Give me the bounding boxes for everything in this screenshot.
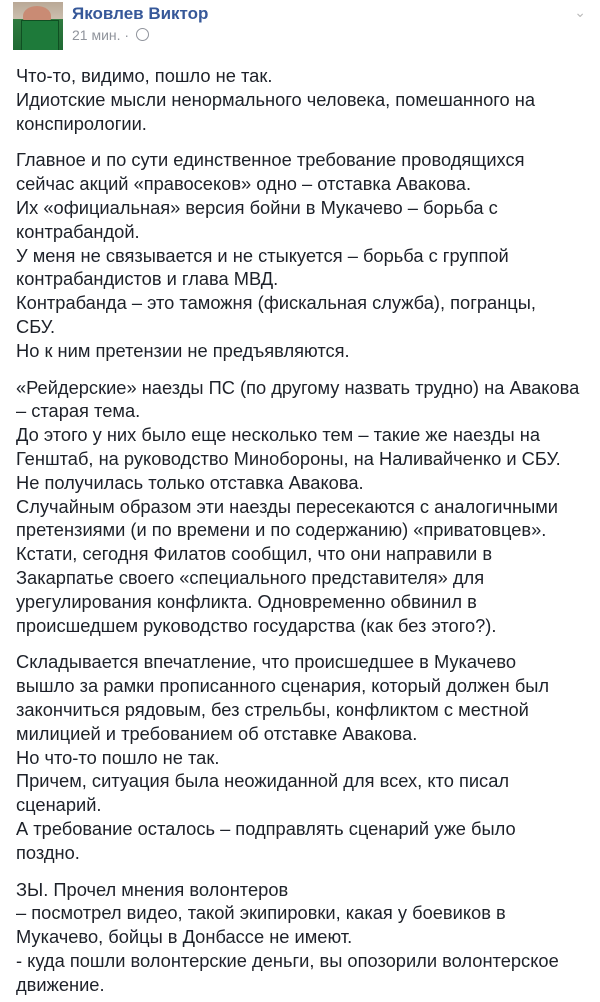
text-line: Случайным образом эти наезды пересекаются с аналогичными: [16, 495, 559, 517]
text-line: СБУ.: [16, 315, 56, 337]
text-line: Но к ним претензии не предъявляются.: [16, 339, 350, 361]
text-line: Генштаб, на руководство Минобороны, на Наливайченко и СБУ.: [16, 447, 561, 469]
text-line: контрабандистов и глава МВД.: [16, 268, 279, 290]
paragraph: [16, 64, 584, 135]
text-line: Что-то, видимо, пошло не так.: [16, 65, 273, 86]
text-line: «Рейдерские» наезды ПС (по другому назвать трудно) на Авакова: [16, 376, 580, 398]
text-line: – старая тема.: [16, 400, 141, 422]
text-line: милицией и требованием об отставке Авакова.: [16, 722, 418, 744]
text-line: Причем, ситуация была неожиданной для всех, кто писал: [16, 770, 510, 792]
text-line: сейчас акций «правосеков» одно – отставка Авакова.: [16, 173, 472, 195]
author-name[interactable]: Яковлев Виктор: [72, 4, 209, 23]
text-line: Закарпатье своего «специального представителя» для: [16, 566, 485, 588]
text-line: Но что-то пошло не так.: [16, 746, 220, 768]
text-line: А требование осталось – подправлять сценарий уже было: [16, 817, 516, 839]
text-line: До этого у них было еще несколько тем – такие же наезды на: [16, 424, 540, 446]
text-line: закончиться рядовым, без стрельбы, конфликтом с местной: [16, 698, 529, 720]
text-line: конспирологии.: [16, 112, 147, 134]
post-header: [0, 0, 600, 64]
paragraph: [16, 650, 584, 864]
text-line: претензиями (и по времени и по содержанию) «приватовцев».: [16, 519, 547, 541]
separator: ·: [124, 27, 130, 43]
paragraph: [16, 148, 584, 362]
post-body: [0, 64, 600, 996]
text-line: ЗЫ. Прочел мнения волонтеров: [16, 878, 289, 900]
text-line: урегулирования конфликта. Одновременно обвинил в: [16, 590, 477, 612]
paragraph: [16, 376, 584, 638]
text-line: Кстати, сегодня Филатов сообщил, что они направили в: [16, 543, 493, 565]
text-line: происшедшем руководство государства (как без этого?).: [16, 614, 497, 636]
text-line: Главное и по сути единственное требование проводящихся: [16, 149, 525, 171]
globe-icon: [136, 28, 149, 41]
text-line: – посмотрел видео, такой экипировки, какая у боевиков в: [16, 902, 506, 924]
text-line: Складывается впечатление, что происшедшее в Мукачево: [16, 651, 517, 673]
timestamp[interactable]: 21 мин.: [72, 27, 121, 43]
chevron-down-icon[interactable]: ⌄: [574, 4, 586, 20]
text-line: - куда пошли волонтерские деньги, вы опозорили волонтерское: [16, 949, 559, 971]
text-line: сценарий.: [16, 794, 102, 816]
text-line: Идиотские мысли ненормального человека, помешанного на: [16, 88, 536, 110]
post-meta: [72, 27, 149, 43]
text-line: У меня не связывается и не стыкуется – борьба с группой: [16, 244, 509, 266]
text-line: Их «официальная» версия бойни в Мукачево – борьба с: [16, 196, 498, 218]
text-line: Мукачево, бойцы в Донбассе не имеют.: [16, 926, 353, 948]
text-line: движение.: [16, 973, 105, 995]
text-line: поздно.: [16, 841, 80, 863]
paragraph: [16, 878, 584, 997]
avatar[interactable]: [13, 2, 63, 50]
text-line: вышло за рамки прописанного сценария, который должен был: [16, 675, 550, 697]
text-line: Не получилась только отставка Авакова.: [16, 471, 364, 493]
text-line: Контрабанда – это таможня (фискальная служба), погранцы,: [16, 292, 536, 314]
text-line: контрабандой.: [16, 220, 140, 242]
